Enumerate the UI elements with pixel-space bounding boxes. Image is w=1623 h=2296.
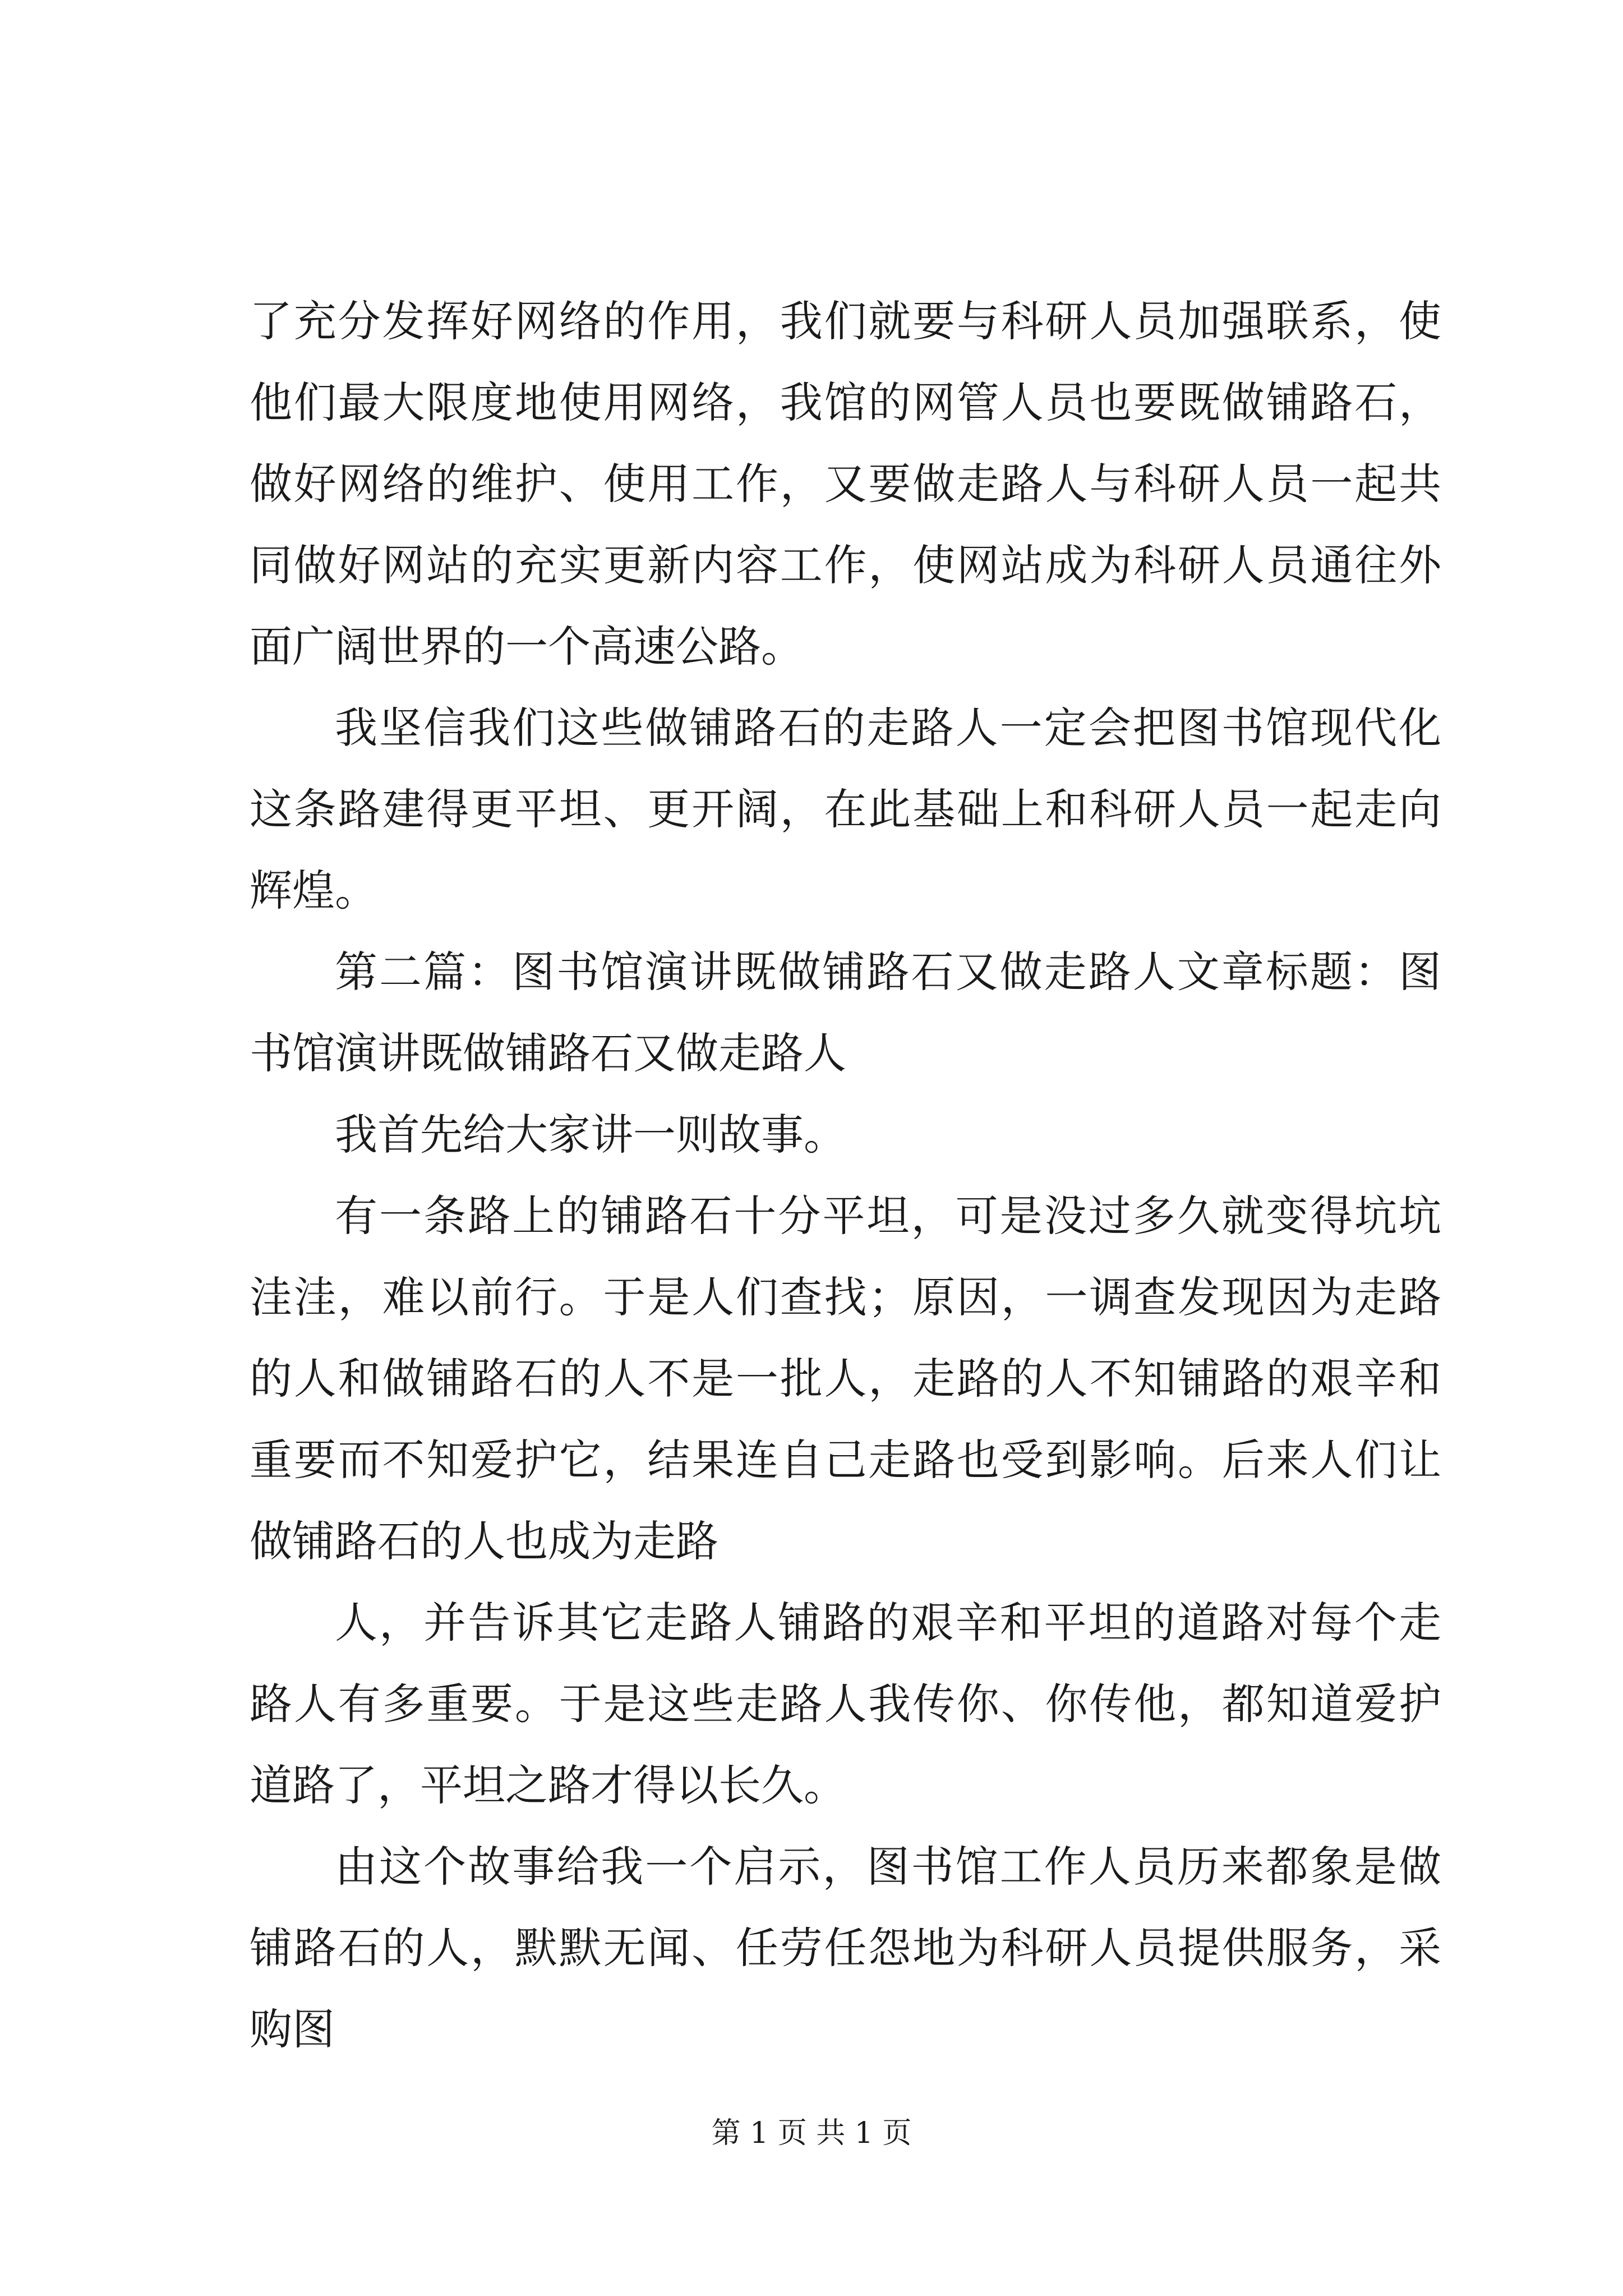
paragraph-4: 有一条路上的铺路石十分平坦，可是没过多久就变得坑坑洼洼，难以前行。于是人们查找；原因，一调查发现因为走路的人和做铺路石的人不是一批人，走路的人不知铺路的艰辛和重要而不知爱护它，结果连自己走路也受到影响。后来人们让做铺路石的人也成为走路 xyxy=(250,1191,1441,1566)
document-body xyxy=(250,280,1441,2070)
paragraph-1: 了充分发挥好网络的作用，我们就要与科研人员加强联系，使他们最大限度地使用网络，我馆的网管人员也要既做铺路石，做好网络的维护、使用工作，又要做走路人与科研人员一起共同做好网站的充实更新内容工作，使网站成为科研人员通往外面广阔世界的一个高速公路。 xyxy=(250,296,1441,671)
paragraph-2: 我坚信我们这些做铺路石的走路人一定会把图书馆现代化这条路建得更平坦、更开阔，在此基础上和科研人员一起走向辉煌。 xyxy=(250,703,1441,915)
paragraph-3: 我首先给大家讲一则故事。 xyxy=(335,1110,846,1159)
paragraph-6: 由这个故事给我一个启示，图书馆工作人员历来都象是做铺路石的人，默默无闻、任劳任怨地为科研人员提供服务，采购图 xyxy=(250,1842,1441,2054)
section-heading: 第二篇：图书馆演讲既做铺路石又做走路人文章标题：图书馆演讲既做铺路石又做走路人 xyxy=(250,947,1441,1078)
page-footer: 第 1 页 共 1 页 xyxy=(711,2116,912,2150)
paragraph-5: 人，并告诉其它走路人铺路的艰辛和平坦的道路对每个走路人有多重要。于是这些走路人我传你、你传他，都知道爱护道路了，平坦之路才得以长久。 xyxy=(250,1598,1441,1810)
